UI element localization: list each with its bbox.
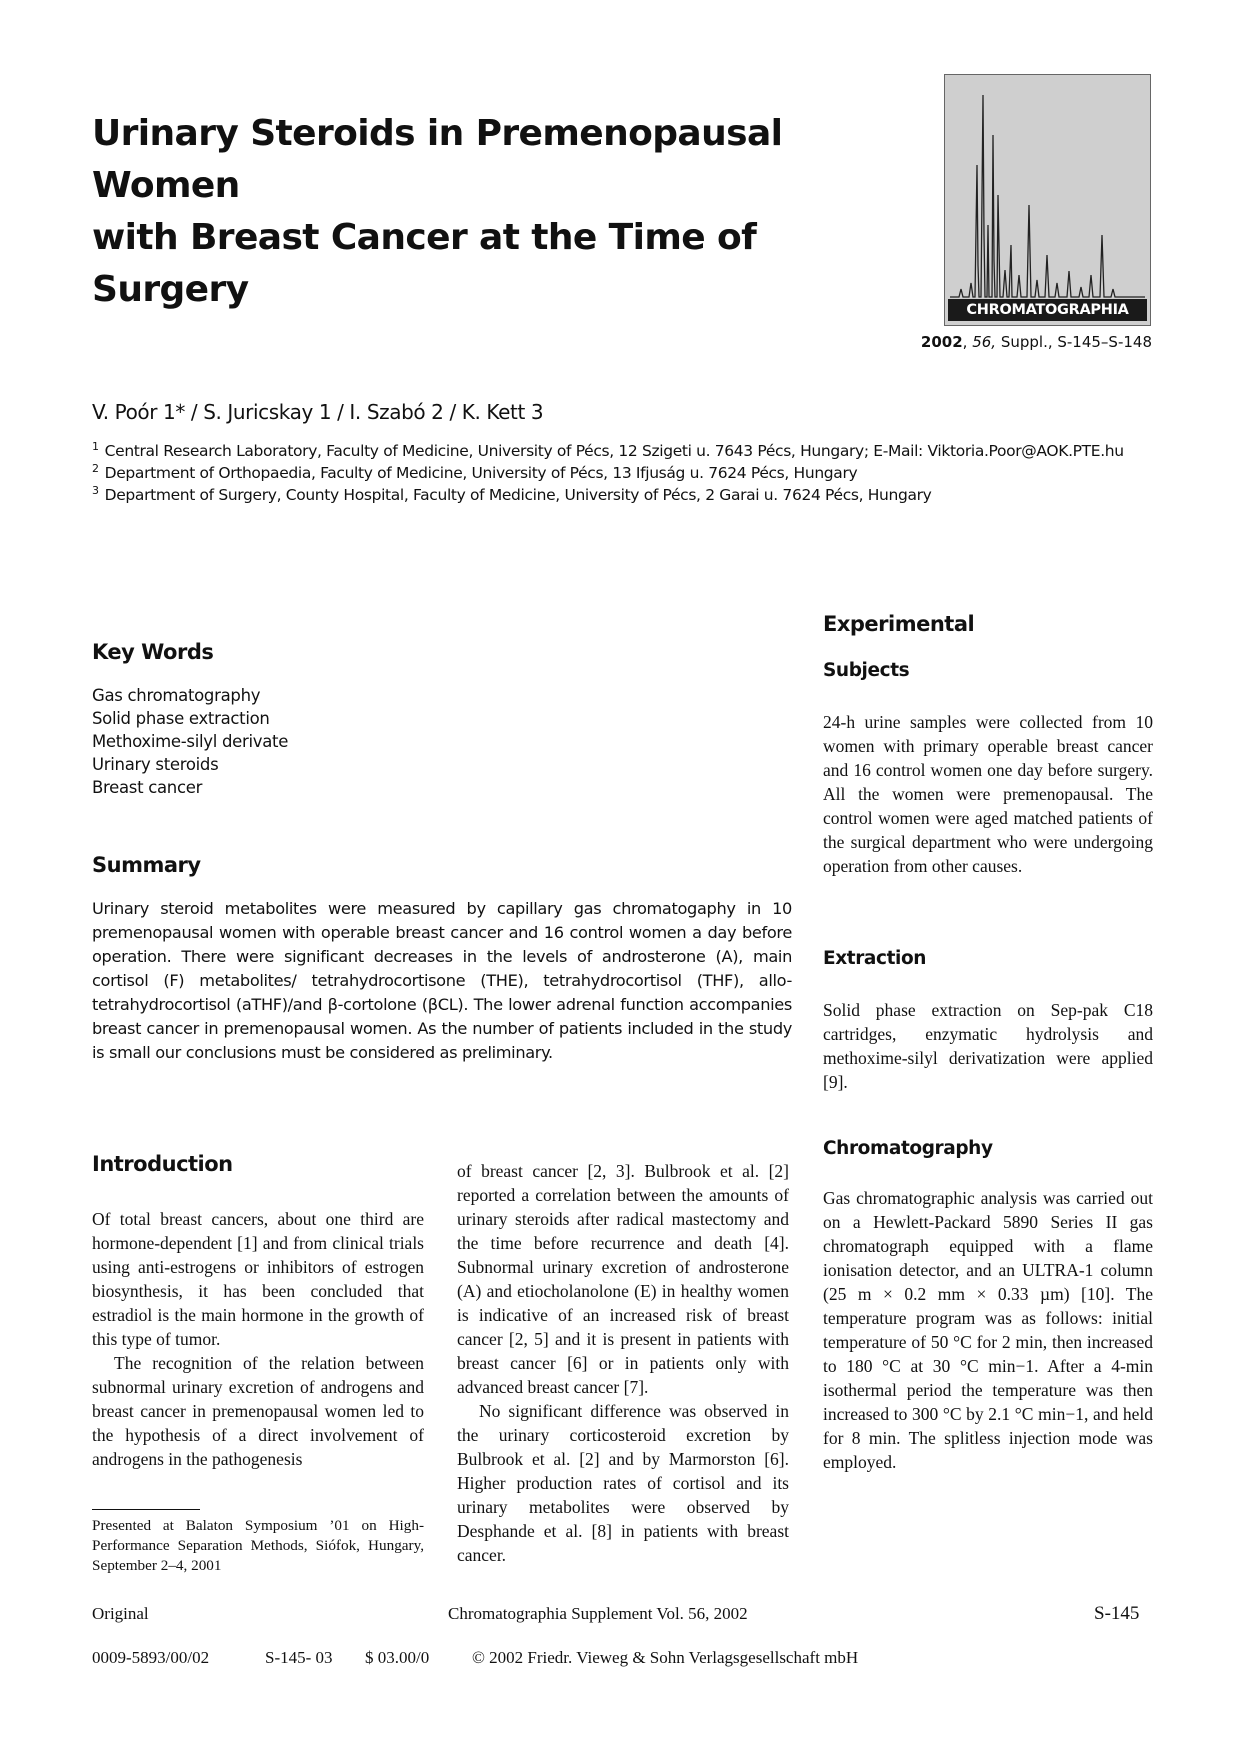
chromatogram-logo-graphic (945, 75, 1150, 325)
title-line-2: with Breast Cancer at the Time of Surgery (92, 217, 757, 310)
affiliation-number: 1 (92, 440, 99, 453)
article-title (92, 108, 852, 316)
footer-page-number: S-145 (1094, 1603, 1140, 1624)
keyword-item: Breast cancer (92, 778, 203, 797)
affiliation-1 (92, 440, 1124, 460)
citation-volume: 56, (972, 333, 997, 351)
affiliation-text: Central Research Laboratory, Faculty of Medicine, University of Pécs, 12 Szigeti u. 7643 Pécs, Hungary; E-Mail: Viktoria.Poor@AOK.PTE.hu (104, 442, 1124, 460)
keyword-item: Methoxime-silyl derivate (92, 732, 289, 751)
footnote-divider (92, 1509, 200, 1510)
footer-journal: Chromatographia Supplement Vol. 56, 2002 (448, 1604, 748, 1623)
footer-price: $ 03.00/0 (365, 1648, 430, 1667)
keyword-item: Urinary steroids (92, 755, 219, 774)
introduction-paragraph: Of total breast cancers, about one third are hormone-dependent [1] and from clinical trials using anti-estrogens or inhibitors of estrogen biosynthesis, it has been concluded that estradiol is the main hormone in the growth of this type of tumor. (92, 1209, 424, 1349)
chromatography-text: Gas chromatographic analysis was carried out on a Hewlett-Packard 5890 Series II gas chromatograph equipped with a flame ionisation detector, and an ULTRA-1 column (25 m × 0.2 mm × 0.33 µm) [10]. The temperature program was as follows: initial temperature of 50 °C for 2 min, then increased to 180 °C at 30 °C min−1. After a 4-min isothermal period the temperature was then increased to 300 °C by 2.1 °C min−1, and held for 8 min. The splitless injection mode was employed. (823, 1188, 1153, 1472)
affiliation-number: 3 (92, 484, 99, 497)
footnote: Presented at Balaton Symposium ’01 on High-Performance Separation Methods, Siófok, Hungary, September 2–4, 2001 (92, 1517, 424, 1574)
citation: 2002, 56, Suppl., S-145–S-148 (920, 333, 1152, 351)
keywords-heading: Key Words (92, 640, 214, 664)
subjects-text: 24-h urine samples were collected from 10 women with primary operable breast cancer and 16 control women one day before surgery. All the women were premenopausal. The control women were aged matched patients of the surgical department who were undergoing operation from other causes. (823, 712, 1153, 876)
footer-article-type: Original (92, 1604, 149, 1623)
keywords-list (92, 684, 288, 799)
footer-issn: 0009-5893/00/02 (92, 1648, 210, 1667)
footer-copyright: © 2002 Friedr. Vieweg & Sohn Verlagsgesellschaft mbH (472, 1648, 859, 1667)
journal-logo (944, 74, 1151, 326)
citation-year: 2002 (920, 333, 963, 351)
introduction-paragraph: No significant difference was observed in the urinary corticosteroid excretion by Bulbrook et al. [2] and by Marmorston [6]. Higher production rates of cortisol and its urinary metabolites were observed by Desphande et al. [8] in patients with breast cancer. (457, 1401, 789, 1565)
introduction-column-2 (457, 1159, 789, 1567)
introduction-paragraph: of breast cancer [2, 3]. Bulbrook et al. [2] reported a correlation between the amounts of urinary steroids after radical mastectomy and the time before recurrence and death [4]. Subnormal urinary excretion of androsterone (A) and etiocholanolone (E) in healthy women is indicative of an increased risk of breast cancer [2, 5] and it is present in patients with breast cancer [6] or in patients only with advanced breast cancer [7]. (457, 1161, 789, 1397)
footer-pages: S-145- 03 (265, 1648, 333, 1667)
title-line-1: Urinary Steroids in Premenopausal Women (92, 113, 783, 206)
subjects-heading: Subjects (823, 660, 910, 681)
chromatography-heading: Chromatography (823, 1138, 993, 1159)
introduction-heading: Introduction (92, 1152, 233, 1176)
journal-logo-text: CHROMATOGRAPHIA (948, 299, 1147, 321)
extraction-text: Solid phase extraction on Sep-pak C18 cartridges, enzymatic hydrolysis and methoxime-silyl derivatization were applied [9]. (823, 1000, 1153, 1092)
affiliation-3 (92, 484, 931, 504)
experimental-heading: Experimental (823, 612, 975, 636)
affiliation-number: 2 (92, 462, 99, 475)
keyword-item: Gas chromatography (92, 686, 261, 705)
affiliation-2 (92, 462, 857, 482)
summary-text: Urinary steroid metabolites were measured by capillary gas chromatogaphy in 10 premenopausal women with operable breast cancer and 16 control women a day before operation. There were significant decreases in the levels of androsterone (A), main cortisol (F) metabolites/ tetrahydrocortisone (THE), tetrahydrocortisol (THF), allo-tetrahydrocortisol (aTHF)/and β-cortolone (βCL). The lower adrenal function accompanies breast cancer in premenopausal women. As the number of patients included in the study is small our conclusions must be considered as preliminary. (92, 899, 792, 1062)
affiliation-text: Department of Orthopaedia, Faculty of Medicine, University of Pécs, 13 Ifjuság u. 7624 Pécs, Hungary (104, 464, 858, 482)
author-list: V. Poór 1* / S. Juricskay 1 / I. Szabó 2 / K. Kett 3 (92, 400, 544, 424)
introduction-column-1 (92, 1207, 424, 1471)
keyword-item: Solid phase extraction (92, 709, 270, 728)
extraction-heading: Extraction (823, 948, 927, 969)
summary-heading: Summary (92, 853, 201, 877)
citation-pages: Suppl., S-145–S-148 (1000, 333, 1152, 351)
affiliation-text: Department of Surgery, County Hospital, Faculty of Medicine, University of Pécs, 2 Garai u. 7624 Pécs, Hungary (104, 486, 932, 504)
introduction-paragraph: The recognition of the relation between subnormal urinary excretion of androgens and breast cancer in premenopausal women led to the hypothesis of a direct involvement of androgens in the pathogenesis (92, 1353, 424, 1469)
